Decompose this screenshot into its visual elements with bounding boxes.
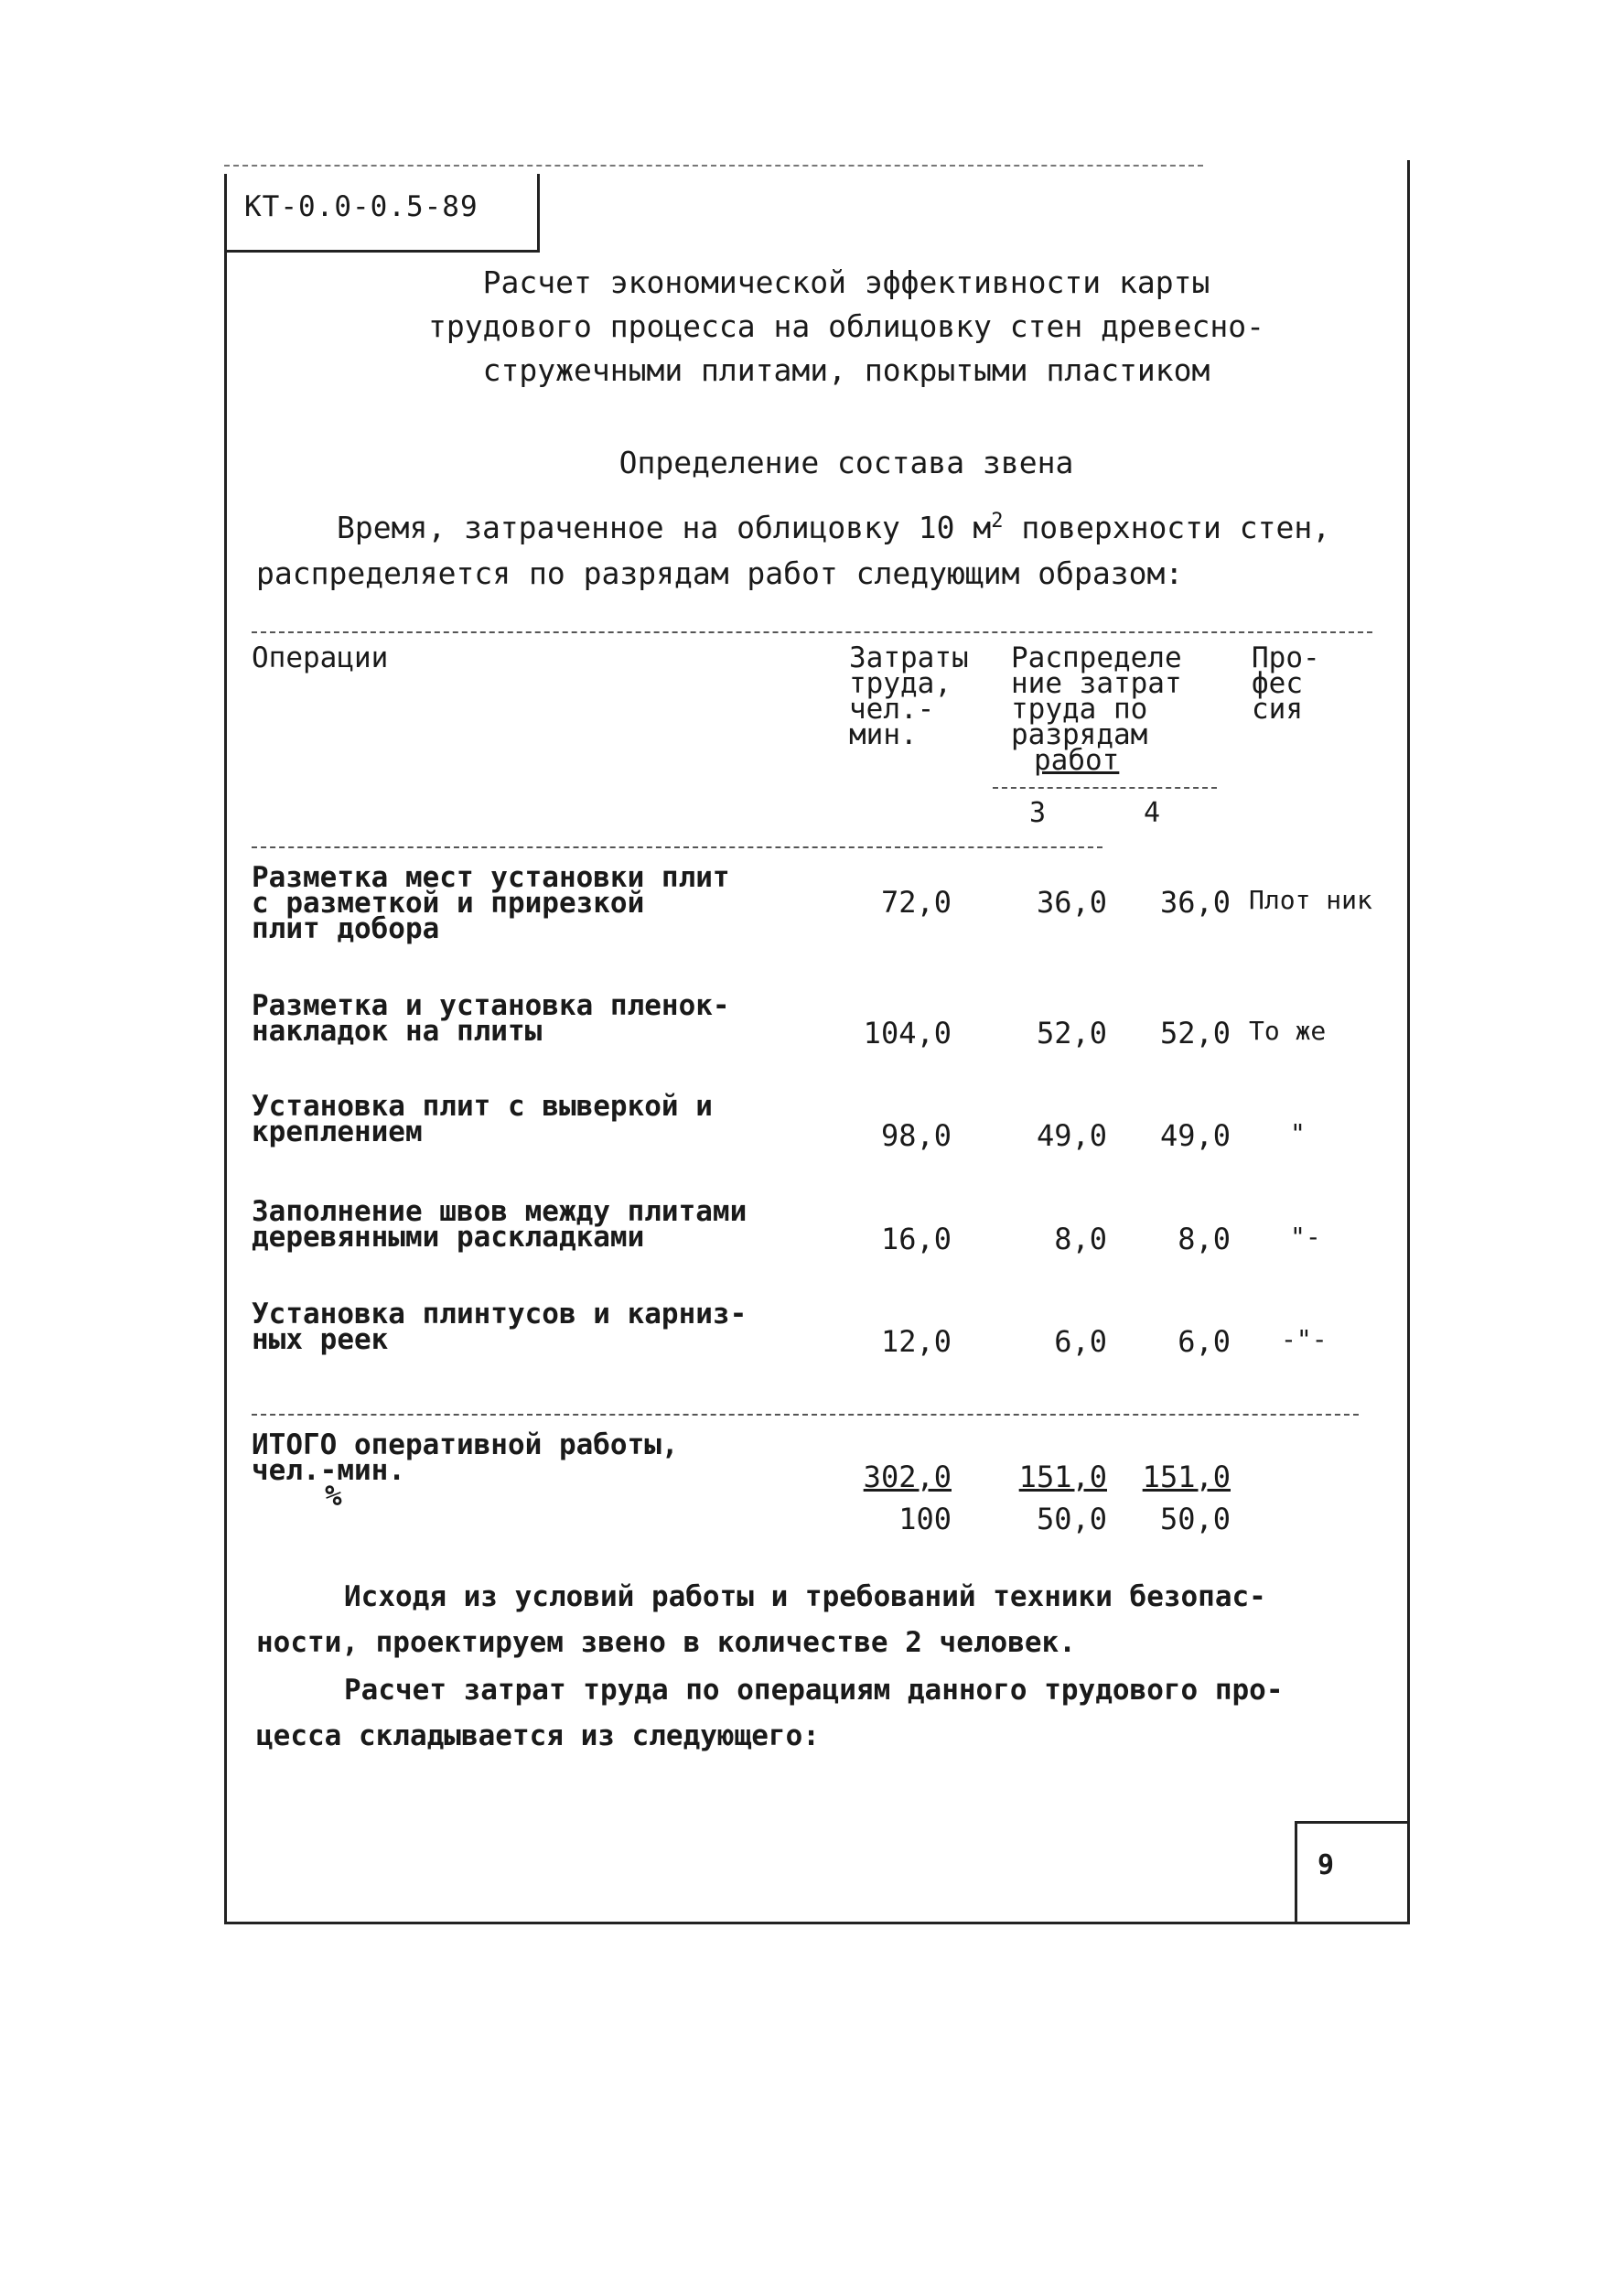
grade3-cell: 49,0 [1036,1118,1107,1153]
total-row [0,1428,1624,1536]
grade3-cell: 52,0 [1036,1016,1107,1050]
grade3-cell: 36,0 [1036,885,1107,920]
operation-cell: Заполнение швов между плитами деревянными раскладками [252,1195,747,1254]
table-top-rule [252,631,1372,633]
intro-line-2: распределяется по разрядам работ следующим образом: [256,555,1184,591]
grade4-cell: 6,0 [1178,1324,1231,1359]
header-labor: Затраты труда, чел.- мин. [849,641,969,751]
title-line: трудового процесса на облицовку стен древесно- [428,308,1264,344]
total-grade3-pct: 50,0 [1036,1502,1107,1536]
operation-cell: Разметка и установка пленок- накладок на плиты [252,989,730,1048]
intro-line-1: Время, затраченное на облицовку 10 $м^2$ поверхности стен, [337,510,1331,545]
paragraph-brigade: Исходя из условий работы и требований техники безопас- ности, проектируем звено в количестве 2 человек. [256,1580,1266,1659]
grade3-cell: 6,0 [1054,1324,1107,1359]
header-profession: Про- фес сия [1252,641,1320,726]
header-bottom-rule [252,846,1102,848]
table-row [0,1090,1624,1176]
page-number: 9 [1295,1821,1410,1923]
table-row [0,1298,1624,1384]
total-label: ИТОГО оперативной работы, чел.-мин. % [252,1432,801,1509]
labor-cell: 104,0 [863,1016,952,1050]
total-labor: 302,0 [863,1460,952,1494]
table-row [0,1195,1624,1281]
total-grade4: 151,0 [1142,1460,1231,1494]
title-line: Расчет экономической эффективности карты [482,264,1210,300]
paragraph-calculation: Расчет затрат труда по операциям данного трудового про- цесса складывается из следующего: [256,1674,1284,1752]
grade4-cell: 49,0 [1159,1118,1231,1153]
profession-cell: -"- [1281,1324,1328,1354]
title-line: стружечными плитами, покрытыми пластиком [482,352,1210,388]
profession-cell: То же [1249,1016,1327,1046]
labor-cell: 72,0 [880,885,952,920]
frame-top-border [224,165,1203,167]
table-row [0,989,1624,1075]
total-top-rule [252,1414,1359,1416]
document-title [384,261,1308,393]
operation-cell: Установка плинтусов и карниз- ных реек [252,1298,747,1356]
header-distribution: Распределе ние затрат труда по разрядам работ [1011,641,1182,777]
grade3-cell: 8,0 [1054,1222,1107,1256]
document-code: КТ-0.0-0.5-89 [224,174,540,253]
grade4-cell: 8,0 [1178,1222,1231,1256]
profession-cell: Плот ник [1249,885,1372,915]
grade4-cell: 52,0 [1159,1016,1231,1050]
grade4-cell: 36,0 [1159,885,1231,920]
operation-cell: Разметка мест установки плит с разметкой и прирезкой плит добора [252,861,730,945]
operation-cell: Установка плит с выверкой и креплением [252,1090,713,1148]
intro-paragraph [256,499,1363,597]
total-grade3: 151,0 [1018,1460,1107,1494]
total-labor-pct: 100 [898,1502,952,1536]
total-grade4-pct: 50,0 [1159,1502,1231,1536]
labor-cell: 98,0 [880,1118,952,1153]
superscript: 2 [991,510,1004,533]
labor-cell: 12,0 [880,1324,952,1359]
header-grade-4: 4 [1144,797,1161,829]
profession-cell: "- [1290,1222,1321,1252]
header-grade-3: 3 [1029,797,1047,829]
header-operations: Операции [252,641,389,674]
profession-cell: " [1290,1118,1306,1148]
frame-bottom-border [224,1922,1410,1924]
section-subtitle: Определение состава звена [618,445,1074,480]
table-row [0,861,1624,947]
labor-cell: 16,0 [880,1222,952,1256]
grades-rule [993,787,1217,789]
percent-label: % [325,1480,342,1513]
